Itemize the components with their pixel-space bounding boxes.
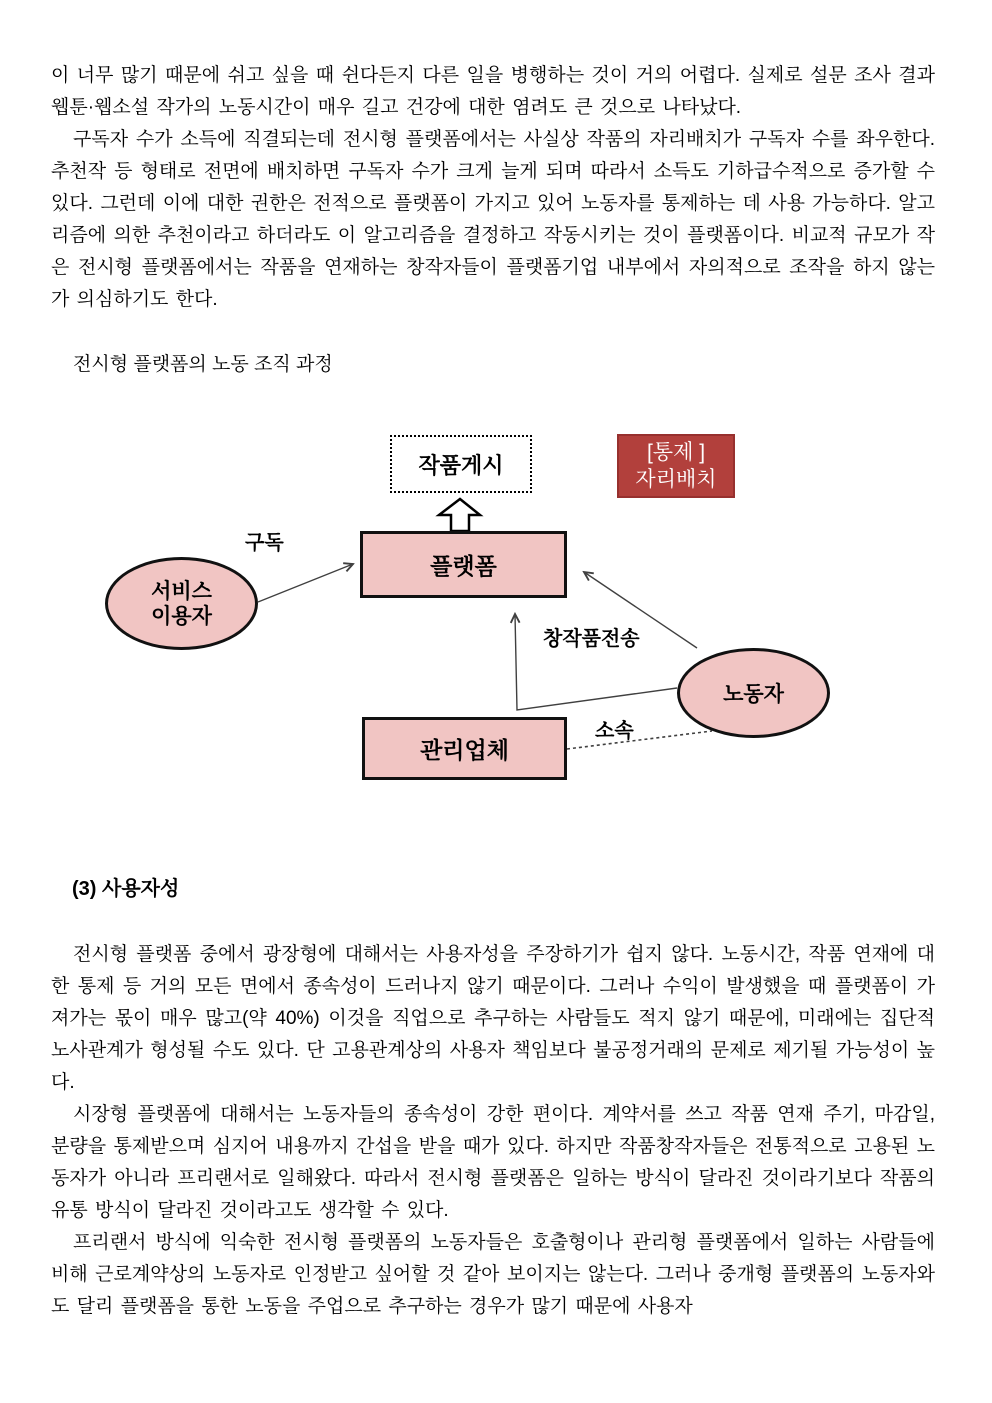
paragraph: 구독자 수가 소득에 직결되는데 전시형 플랫폼에서는 사실상 작품의 자리배치가 구독자 수를 좌우한다. 추천작 등 형태로 전면에 배치하면 구독자 수가 크게 늘게 되며 따라서 소득도 기하급수적으로 증가할 수 있다. 그런데 이에 대한 권한은 전적으로 플랫폼이 가지고 있어 노동자를 통제하는 데 사용 가능하다. 알고리즘에 의한 추천이라고 하더라도 이 알고리즘을 결정하고 작동시키는 것이 플랫폼이다. 비교적 규모가 작은 전시형 플랫폼에서는 작품을 연재하는 창작자들이 플랫폼기업 내부에서 자의적으로 조작을 하지 않는가 의심하기도 한다.	[51, 129, 935, 310]
control-line1: [통제 ]	[646, 441, 706, 464]
control-line2: 자리배치	[635, 468, 717, 491]
service-user-line2: 이용자	[151, 604, 212, 628]
node-publish-work	[390, 435, 532, 493]
figure-caption: 전시형 플랫폼의 노동 조직 과정	[73, 354, 333, 375]
subscribe-arrow	[258, 564, 353, 602]
node-worker	[677, 648, 830, 738]
node-publish-label: 작품게시	[418, 452, 504, 478]
paragraph: 프리랜서 방식에 익숙한 전시형 플랫폼의 노동자들은 호출형이나 관리형 플랫폼에서 일하는 사람들에 비해 근로계약상의 노동자로 인정받고 싶어할 것 같아 보이지는 않는다. 그러나 중개형 플랫폼의 노동자와도 달리 플랫폼을 통한 노동을 주업으로 추구하는 경우가 많기 때문에 사용자	[51, 1232, 935, 1317]
edge-label-affiliation: 소속	[595, 720, 634, 742]
node-service-user	[105, 557, 258, 650]
service-user-line1: 서비스	[151, 579, 212, 603]
paragraph: 전시형 플랫폼 중에서 광장형에 대해서는 사용자성을 주장하기가 쉽지 않다. 노동시간, 작품 연재에 대한 통제 등 거의 모든 면에서 종속성이 드러나지 않기 때문이다. 그러나 수익이 발생했을 때 플랫폼이 가져가는 몫이 매우 많고(약 40%) 이것을 직업으로 추구하는 사람들도 적지 않기 때문에, 미래에는 집단적 노사관계가 형성될 수도 있다. 단 고용관계상의 사용자 책임보다 불공정거래의 문제로 제기될 가능성이 높다.	[51, 944, 935, 1093]
section-heading: (3) 사용자성	[72, 878, 180, 900]
node-platform	[360, 531, 567, 598]
node-management-agency	[362, 717, 567, 780]
affiliation-dashed-line	[567, 731, 712, 749]
block-up-arrow	[439, 499, 480, 531]
paragraph: 이 너무 많기 때문에 쉬고 싶을 때 쉰다든지 다른 일을 병행하는 것이 거의 어렵다. 실제로 설문 조사 결과 웹툰·웹소설 작가의 노동시간이 매우 길고 건강에 대한 염려도 큰 것으로 나타났다.	[51, 65, 935, 118]
node-platform-label: 플랫폼	[430, 553, 497, 579]
edge-label-send-work: 창작품전송	[543, 628, 640, 650]
bottom-text-block	[51, 939, 935, 1323]
edge-label-subscribe: 구독	[245, 532, 284, 554]
node-agency-label: 관리업체	[420, 737, 509, 763]
node-control-placement	[617, 434, 735, 498]
node-worker-label: 노동자	[723, 683, 784, 706]
labor-organization-diagram	[80, 420, 880, 800]
top-text-block	[51, 60, 935, 316]
paragraph: 시장형 플랫폼에 대해서는 노동자들의 종속성이 강한 편이다. 계약서를 쓰고 작품 연재 주기, 마감일, 분량을 통제받으며 심지어 내용까지 간섭을 받을 때가 있다. 하지만 작품창작자들은 전통적으로 고용된 노동자가 아니라 프리랜서로 일해왔다. 따라서 전시형 플랫폼은 일하는 방식이 달라진 것이라기보다 작품의 유통 방식이 달라진 것이라고도 생각할 수 있다.	[51, 1104, 935, 1221]
